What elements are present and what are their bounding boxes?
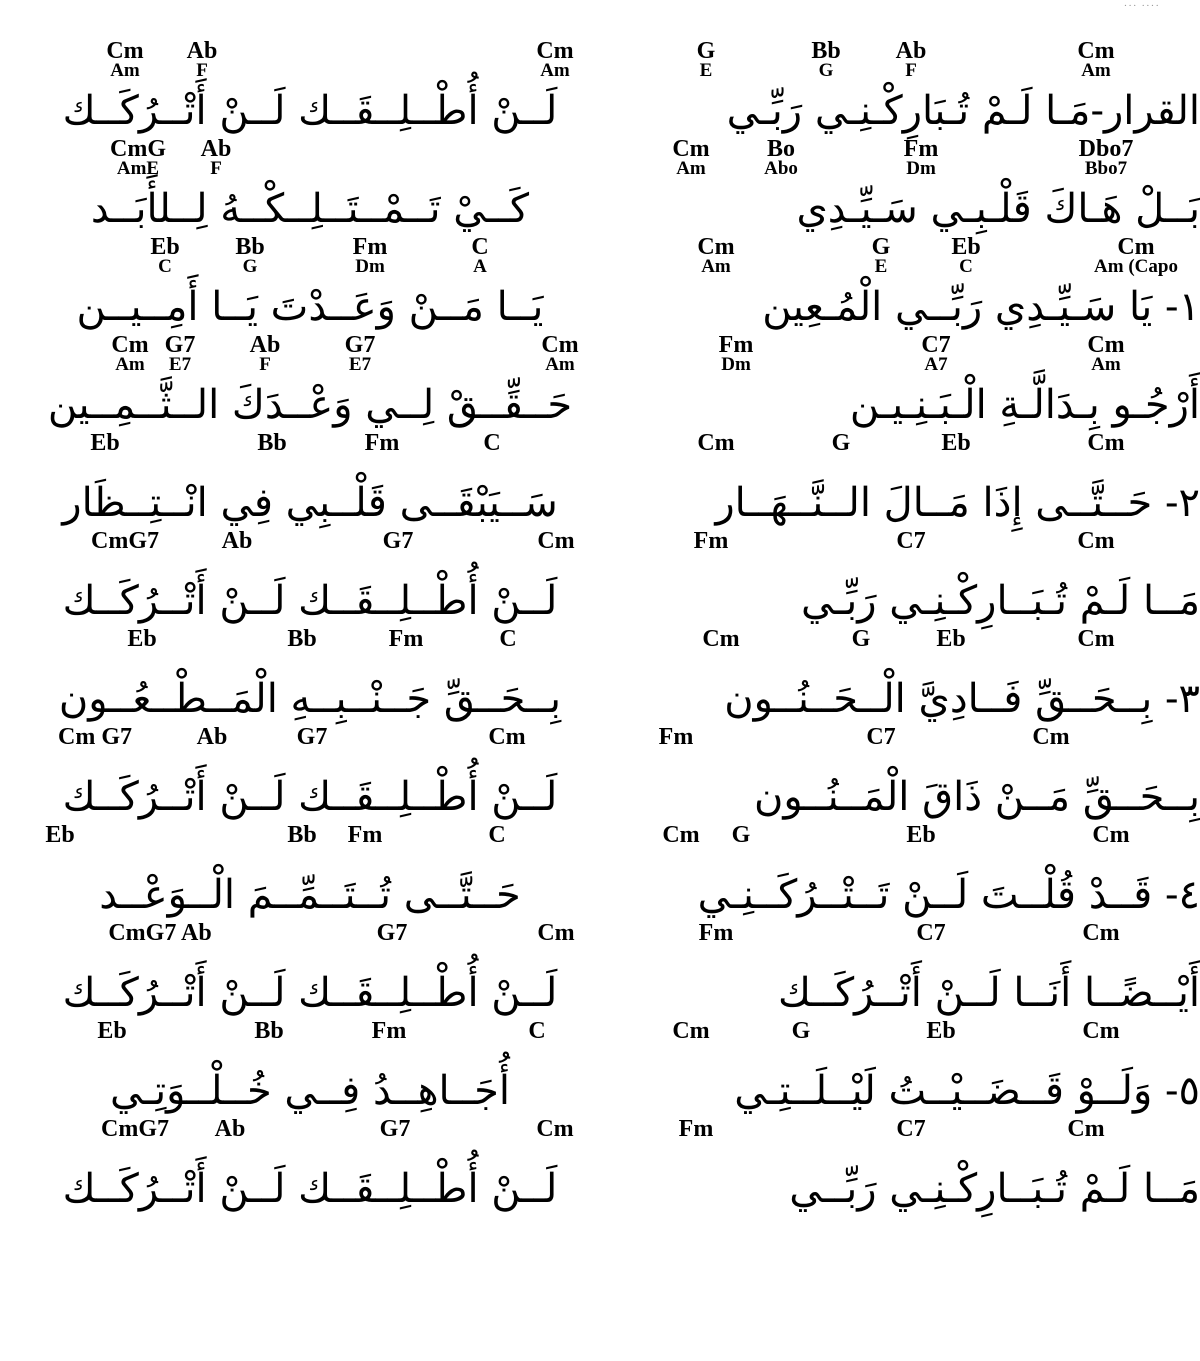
song-line: [40, 528, 580, 626]
chord-symbol: [764, 138, 798, 178]
chord-line: [40, 726, 580, 776]
chord-main: G7: [296, 724, 328, 750]
chord-capo: Am (Capo: [1094, 256, 1178, 277]
right-column: [636, 38, 1200, 1214]
chord-main: Bb: [254, 1018, 284, 1044]
chord-main: Ab: [895, 38, 927, 64]
chord-capo: F: [196, 60, 208, 81]
chord-symbol: [936, 628, 965, 650]
song-line: [636, 528, 1200, 626]
chord-main: Fm: [678, 1116, 714, 1142]
chord-main: Cm: [1082, 920, 1120, 946]
chord-main: Eb: [936, 626, 966, 652]
chord-main: Cm: [1032, 724, 1070, 750]
chord-symbol: [1032, 726, 1069, 748]
song-line: [636, 332, 1200, 430]
chord-capo: C: [959, 256, 973, 277]
chord-main: CmG7: [91, 528, 159, 554]
chord-symbol: [287, 824, 316, 846]
chord-main: Eb: [127, 626, 157, 652]
chord-capo: E: [699, 60, 713, 81]
song-line: [40, 136, 580, 234]
lyric-line: أُجَــاهِــدُ فِــي خُــلْــوَتِـي: [109, 1068, 511, 1114]
chord-main: Bo: [766, 136, 796, 162]
chord-symbol: [108, 922, 211, 944]
chord-symbol: [921, 334, 950, 374]
chord-symbol: [127, 628, 156, 650]
chord-symbol: [389, 628, 424, 650]
lyric-line: مَــا لَـمْ تُـبَــارِكْـنِـي رَبِّـي: [801, 578, 1200, 624]
chord-capo: Am: [540, 60, 570, 81]
chord-symbol: [1092, 824, 1129, 846]
lyric-line: القرار-مَـا لَـمْ تُـبَارِكْـنِـي رَبِّـي: [726, 88, 1200, 134]
chord-symbol: [896, 530, 925, 552]
chord-symbol: [235, 236, 264, 276]
chord-symbol: [297, 726, 328, 748]
chord-symbol: [197, 726, 228, 748]
chord-main: C: [488, 822, 506, 848]
song-line: [636, 920, 1200, 1018]
chord-main: C: [528, 1018, 546, 1044]
chord-capo: E7: [168, 354, 192, 375]
lyric-line: ١- يَا سَـيِّـدِي رَبِّــي الْمُـعِين: [762, 284, 1200, 330]
chord-main: Fm: [364, 430, 400, 456]
chord-line: [40, 922, 580, 972]
lyric-line: لَــنْ أُطْــلِــقَــك لَــنْ أَتْــرُكَــك: [62, 774, 558, 820]
chord-capo: E7: [348, 354, 372, 375]
chord-line: [40, 40, 580, 90]
chord-symbol: [679, 1118, 714, 1140]
chord-symbol: [536, 40, 573, 80]
chord-line: [636, 824, 1200, 874]
chord-main: CmG7: [101, 1116, 169, 1142]
chord-symbol: [732, 824, 751, 846]
chord-capo: Am: [110, 60, 140, 81]
chord-line: [40, 432, 580, 482]
chord-main: C7: [866, 724, 896, 750]
chord-main: Bb: [811, 38, 841, 64]
chord-symbol: [694, 530, 729, 552]
chord-symbol: [672, 138, 709, 178]
chord-line: [636, 334, 1200, 384]
chord-main: Eb: [941, 430, 971, 456]
chord-symbol: [106, 40, 143, 80]
chord-line: [40, 628, 580, 678]
chord-symbol: [702, 628, 739, 650]
chord-main: Cm: [1092, 822, 1130, 848]
chord-symbol: [697, 40, 716, 80]
chord-main: G: [696, 38, 716, 64]
chord-capo: F: [259, 354, 271, 375]
lyric-line: أَيْــضًــا أَنَــا لَــنْ أَتْــرُكَــك: [777, 970, 1200, 1016]
chord-main: G7: [379, 1116, 411, 1142]
chord-symbol: [537, 922, 574, 944]
lyric-line: حَــتَّــى تُــتَــمِّــمَ الْــوَعْــد: [99, 872, 521, 918]
chord-capo: A: [473, 256, 487, 277]
chord-line: [40, 334, 580, 384]
chord-main: G: [731, 822, 751, 848]
lyric-line: يَــا مَــنْ وَعَــدْتَ يَــا أَمِــيــن: [76, 284, 544, 330]
chord-symbol: [1087, 334, 1124, 374]
lyric-line: لَــنْ أُطْــلِــقَــك لَــنْ أَتْــرُكَــك: [62, 88, 558, 134]
chord-symbol: [257, 432, 286, 454]
chord-symbol: [110, 138, 166, 178]
chord-main: Cm: [488, 724, 526, 750]
chord-symbol: [1094, 236, 1178, 276]
chord-symbol: [941, 432, 970, 454]
chord-symbol: [537, 530, 574, 552]
chord-symbol: [659, 726, 694, 748]
chord-symbol: [697, 432, 734, 454]
chord-main: Eb: [90, 430, 120, 456]
chord-main: Cm: [697, 234, 735, 260]
chord-line: [40, 1020, 580, 1070]
song-line: [40, 430, 580, 528]
chord-symbol: [499, 628, 516, 650]
chord-main: Fm: [388, 626, 424, 652]
chord-main: Eb: [97, 1018, 127, 1044]
chord-main: Eb: [150, 234, 180, 260]
chord-main: Fm: [371, 1018, 407, 1044]
chord-symbol: [916, 922, 945, 944]
chord-line: [636, 530, 1200, 580]
chord-main: Bb: [257, 430, 287, 456]
chord-main: Fm: [658, 724, 694, 750]
song-line: [40, 822, 580, 920]
chord-capo: E: [874, 256, 888, 277]
chord-line: [40, 1118, 580, 1168]
chord-main: G: [791, 1018, 811, 1044]
chord-capo: A7: [924, 354, 948, 375]
chord-main: C7: [921, 332, 951, 358]
song-line: [40, 38, 580, 136]
chord-main: Cm G7: [58, 724, 132, 750]
chord-symbol: [287, 628, 316, 650]
chord-symbol: [719, 334, 754, 374]
chord-main: Cm: [1077, 528, 1115, 554]
chord-symbol: [488, 824, 505, 846]
song-line: [40, 920, 580, 1018]
chord-main: Cm: [537, 920, 575, 946]
lyric-line: لَــنْ أُطْــلِــقَــك لَــنْ أَتْــرُكَــك: [62, 1166, 558, 1212]
chord-symbol: [377, 922, 408, 944]
chord-symbol: [852, 628, 871, 650]
chord-capo: F: [905, 60, 917, 81]
chord-capo: G: [242, 256, 258, 277]
chord-symbol: [697, 236, 734, 276]
chord-main: C7: [896, 528, 926, 554]
chord-line: [40, 530, 580, 580]
chord-symbol: [951, 236, 980, 276]
chord-capo: Am: [115, 354, 145, 375]
chord-line: [636, 922, 1200, 972]
chord-main: Fm: [698, 920, 734, 946]
chord-main: Ab: [200, 136, 232, 162]
chord-main: G: [831, 430, 851, 456]
chord-main: Cm: [662, 822, 700, 848]
chord-line: [40, 236, 580, 286]
chord-symbol: [165, 334, 196, 374]
chord-main: Bb: [287, 822, 317, 848]
chord-symbol: [1087, 432, 1124, 454]
chord-main: Cm: [536, 38, 574, 64]
lyric-line: كَــيْ تَــمْــتَــلِــكْــهُ لِــلأَبَــد: [90, 186, 530, 232]
chord-main: C7: [916, 920, 946, 946]
chord-symbol: [699, 922, 734, 944]
lyric-line: بِــحَــقِّ مَــنْ ذَاقَ الْمَــنُــون: [753, 774, 1200, 820]
chord-main: Fm: [347, 822, 383, 848]
chord-main: Cm: [537, 528, 575, 554]
chord-capo: Dm: [906, 158, 936, 179]
chord-symbol: [1077, 628, 1114, 650]
song-line: [636, 136, 1200, 234]
chord-main: Eb: [906, 822, 936, 848]
chord-symbol: [1082, 1020, 1119, 1042]
chord-main: Fm: [352, 234, 388, 260]
chord-symbol: [1067, 1118, 1104, 1140]
chord-symbol: [872, 236, 891, 276]
chord-symbol: [541, 334, 578, 374]
chord-symbol: [471, 236, 488, 276]
chord-capo: AmE: [116, 158, 160, 179]
chord-main: G7: [382, 528, 414, 554]
chord-symbol: [672, 1020, 709, 1042]
chord-capo: Dm: [355, 256, 385, 277]
lyric-line: ٤- قَــدْ قُلْــتَ لَــنْ تَــتْــرُكَــنِـي: [697, 872, 1200, 918]
chord-capo: Dm: [721, 354, 751, 375]
chord-line: [636, 628, 1200, 678]
chord-main: Fm: [693, 528, 729, 554]
chord-symbol: [58, 726, 132, 748]
chord-symbol: [483, 432, 500, 454]
chord-symbol: [926, 1020, 955, 1042]
chord-symbol: [348, 824, 383, 846]
chord-symbol: [201, 138, 232, 178]
chord-line: [636, 40, 1200, 90]
chord-symbol: [1082, 922, 1119, 944]
chord-main: Ab: [214, 1116, 246, 1142]
chord-capo: G: [818, 60, 834, 81]
chord-main: Cm: [1077, 626, 1115, 652]
song-line: [40, 724, 580, 822]
chord-symbol: [254, 1020, 283, 1042]
chord-main: Cm: [536, 1116, 574, 1142]
chord-symbol: [150, 236, 179, 276]
chord-main: Ab: [196, 724, 228, 750]
chord-main: G: [851, 626, 871, 652]
chord-main: Ab: [249, 332, 281, 358]
chord-main: C: [471, 234, 489, 260]
chord-line: [636, 726, 1200, 776]
chord-symbol: [866, 726, 895, 748]
chord-main: Cm: [541, 332, 579, 358]
chord-main: C: [499, 626, 517, 652]
chord-main: C: [483, 430, 501, 456]
chord-main: Fm: [903, 136, 939, 162]
chord-main: Cm: [702, 626, 740, 652]
song-line: [636, 724, 1200, 822]
chord-symbol: [906, 824, 935, 846]
chord-main: C7: [896, 1116, 926, 1142]
lyric-line: ٥- وَلَــوْ قَــضَــيْــتُ لَيْــلَــتِـي: [734, 1068, 1200, 1114]
chord-symbol: [45, 824, 74, 846]
chord-capo: Am: [1081, 60, 1111, 81]
chord-symbol: [904, 138, 939, 178]
chord-main: CmG: [110, 136, 166, 162]
chord-line: [636, 432, 1200, 482]
chord-main: G7: [376, 920, 408, 946]
chord-capo: Bbo7: [1084, 158, 1128, 179]
lyric-line: مَــا لَـمْ تُـبَــارِكْـنِـي رَبِّــي: [789, 1166, 1200, 1212]
lyric-line: لَــنْ أُطْــلِــقَــك لَــنْ أَتْــرُكَــك: [62, 970, 558, 1016]
chord-main: Eb: [951, 234, 981, 260]
song-line: [40, 626, 580, 724]
song-line: [636, 234, 1200, 332]
chord-line: [636, 236, 1200, 286]
chord-capo: C: [158, 256, 172, 277]
lyric-line: بِــحَــقِّ جَــنْــبِــهِ الْمَــطْــعُــون: [58, 676, 562, 722]
chord-symbol: [528, 1020, 545, 1042]
chord-symbol: [488, 726, 525, 748]
chord-main: Dbo7: [1078, 136, 1134, 162]
chord-main: Cm: [1117, 234, 1155, 260]
chord-main: Cm: [1077, 38, 1115, 64]
chord-symbol: [1077, 40, 1114, 80]
song-line: [40, 234, 580, 332]
chord-main: Cm: [1067, 1116, 1105, 1142]
song-line: [636, 1018, 1200, 1116]
chord-symbol: [811, 40, 840, 80]
chord-symbol: [1077, 530, 1114, 552]
song-line: [636, 430, 1200, 528]
chord-line: [636, 1118, 1200, 1168]
song-line: [636, 822, 1200, 920]
chord-main: Eb: [45, 822, 75, 848]
chord-main: G: [871, 234, 891, 260]
chord-main: G7: [344, 332, 376, 358]
chord-symbol: [372, 1020, 407, 1042]
chord-capo: Am: [1091, 354, 1121, 375]
song-line: [40, 1018, 580, 1116]
chord-symbol: [380, 1118, 411, 1140]
chord-main: Cm: [106, 38, 144, 64]
chord-symbol: [896, 40, 927, 80]
lyric-line: لَــنْ أُطْــلِــقَــك لَــنْ أَتْــرُكَــك: [62, 578, 558, 624]
chord-symbol: [215, 1118, 246, 1140]
chord-symbol: [90, 432, 119, 454]
chord-symbol: [832, 432, 851, 454]
chord-symbol: [345, 334, 376, 374]
chord-symbol: [91, 530, 159, 552]
chord-symbol: [101, 1118, 169, 1140]
chord-main: Cm: [1082, 1018, 1120, 1044]
chord-main: Cm: [111, 332, 149, 358]
song-line: [40, 332, 580, 430]
chord-main: Fm: [718, 332, 754, 358]
lyric-line: أَرْجُـو بِـدَالَّـةِ الْـبَـنِـيـن: [849, 382, 1200, 428]
chord-main: G7: [164, 332, 196, 358]
lyric-line: حَــقِّــقْ لِــي وَعْــدَكَ الــثَّــمِــين: [47, 382, 573, 428]
page-stamp: ··· ····: [1123, 0, 1160, 12]
chord-main: Ab: [221, 528, 253, 554]
chord-capo: Am: [676, 158, 706, 179]
chord-capo: Am: [545, 354, 575, 375]
chord-main: Ab: [186, 38, 218, 64]
lyric-line: بَــلْ هَـاكَ قَلْـبِـي سَـيِّـدِي: [796, 186, 1200, 232]
lyric-line: ٣- بِــحَــقِّ فَــادِيَّ الْــحَــنُــون: [724, 676, 1200, 722]
chord-capo: F: [210, 158, 222, 179]
chord-capo: Abo: [764, 158, 798, 179]
chord-main: Eb: [926, 1018, 956, 1044]
chord-line: [636, 138, 1200, 188]
song-line: [636, 1116, 1200, 1214]
chord-line: [40, 824, 580, 874]
chord-symbol: [896, 1118, 925, 1140]
song-line: [636, 626, 1200, 724]
chord-symbol: [792, 1020, 811, 1042]
chord-main: Bb: [287, 626, 317, 652]
chord-main: Cm: [672, 1018, 710, 1044]
chord-line: [636, 1020, 1200, 1070]
chord-symbol: [365, 432, 400, 454]
chord-main: Cm: [697, 430, 735, 456]
chord-main: CmG7 Ab: [108, 920, 212, 946]
chord-main: Cm: [1087, 430, 1125, 456]
chord-symbol: [383, 530, 414, 552]
song-line: [636, 38, 1200, 136]
chord-symbol: [536, 1118, 573, 1140]
chord-symbol: [111, 334, 148, 374]
lyric-line: ٢- حَــتَّــى إِذَا مَــالَ الــنَّــهَــار: [715, 480, 1200, 526]
song-line: [40, 1116, 580, 1214]
chord-main: Bb: [235, 234, 265, 260]
chord-symbol: [187, 40, 218, 80]
lyric-line: سَــيَبْقَــى قَلْــبِي فِي انْــتِــظَار: [62, 480, 558, 526]
chord-capo: Am: [701, 256, 731, 277]
chord-main: Cm: [672, 136, 710, 162]
chord-symbol: [97, 1020, 126, 1042]
chord-symbol: [662, 824, 699, 846]
chord-symbol: [250, 334, 281, 374]
chord-symbol: [222, 530, 253, 552]
chord-main: Cm: [1087, 332, 1125, 358]
chord-symbol: [1079, 138, 1134, 178]
chord-line: [40, 138, 580, 188]
chord-symbol: [353, 236, 388, 276]
left-column: [40, 38, 580, 1214]
